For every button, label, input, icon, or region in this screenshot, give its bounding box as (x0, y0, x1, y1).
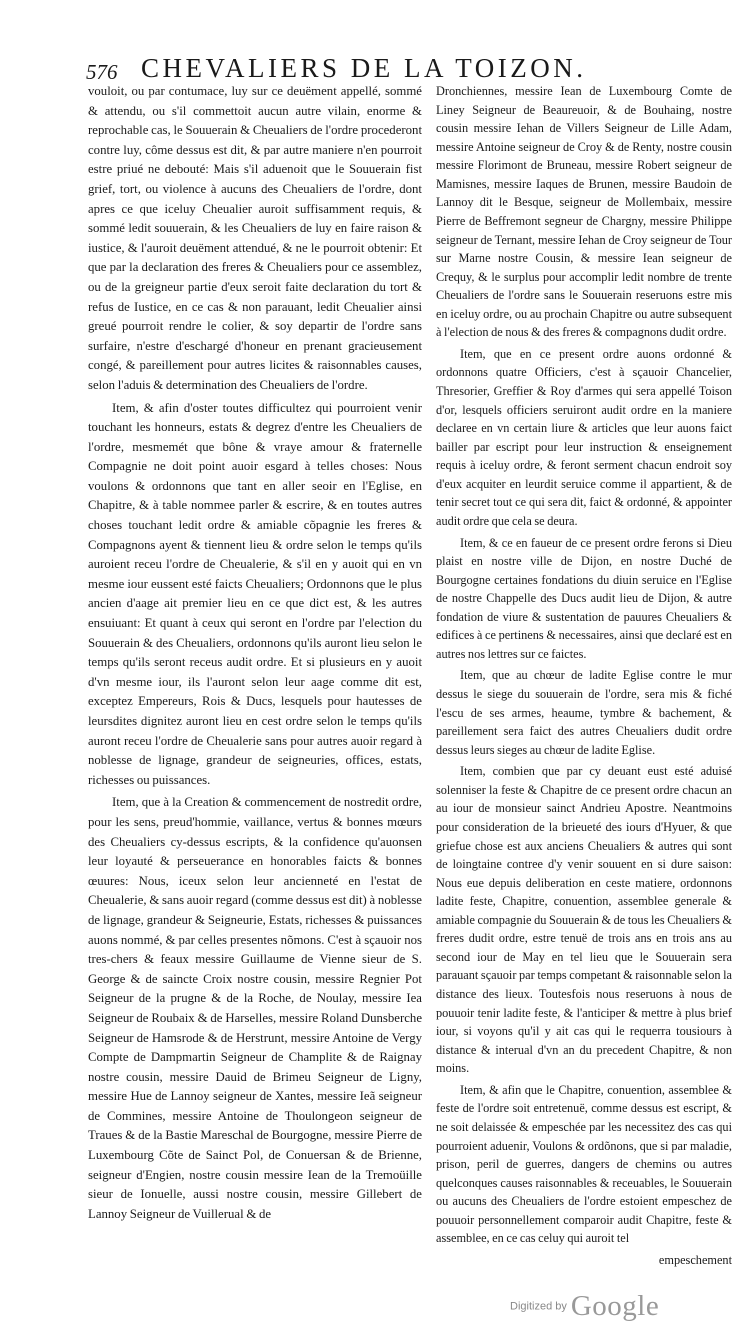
left-paragraph-1: vouloit, ou par contumace, luy sur ce deuëment appellé, sommé & attendu, ou s'il commettoit aucun autre vilain, enorme & reprochable cas, le Souuerain & Cheualiers de l'ordre procederont contre luy, côme dessus est dit, & par autre maniere n'en pourroit estre priué ne debouté: Mais s'il aduenoit que le Souuerain fist grief, tort, ou violence à aucuns des Cheualiers de l'ordre, dont apres ce que iceluy Cheualier auroit suffisamment requis, & sommé ledit souuerain, & les Cheualiers de luy en faire raison & iustice, & l'auroit deuëment attendué, & ne le pourroit obtenir: Et que par la declaration des freres & Cheualiers pour ce assemblez, ou de la greigneur partie d'eux seroit faite declaration du tort & refus de Iustice, en ce cas & non parauant, ledit Cheualier ainsi greué pourroit rendre le colier, & soy departir de l'ordre sans surfaire, n'estre d'eschargé d'honeur en prenant gracieusement congé, & pareillement pour autres licites & raisonnables causes, selon l'aduis & determination des Cheualiers de l'ordre. (88, 84, 422, 392)
right-paragraph-1: Dronchiennes, messire Iean de Luxembourg Comte de Liney Seigneur de Beaureuoir, & de Bouhaing, nostre cousin messire Iehan de Villers Seigneur de Lille Adam, messire Antoine seigneur de Croy & de Renty, nostre cousin messire Florimont de Bruneau, messire Robert seigneur de Mamisnes, messire Iaques de Brunen, messire Baudoin de Lannoy dit le Besque, seigneur de Mollembaix, messire Pierre de Beffremont segneur de Chargny, messire Philippe seigneur de Ternant, messire Iehan de Croy seigneur de Tour sur Marne nostre Cousin, & messire Iean seigneur de Crequy, & le surplus pour accomplir ledit nombre de trente Cheualiers de l'ordre sans le Souuerain reseruons estre mis en iceluy ordre, ou au prochain Chapitre ou autre subsequent à l'election de nous & des freres & compagnons dudit ordre. (436, 84, 732, 340)
left-column (88, 82, 422, 1224)
right-paragraph-2: Item, que en ce present ordre auons ordonné & ordonnons quatre Officiers, c'est à sçauoir Chancelier, Thresorier, Greffier & Roy d'armes qui sera appellé Toison d'or, lesquels officiers seruiront audit ordre en la maniere declaree en vn certain liure & articles que leur auons faict bailler par escript pour leur instruction & enseignement requis à iceluy ordre, & feront serment chacun endroit soy d'eux acquiter en leurdit seruice comme il appartient, & de tenir secret tout ce qui sera dit, faict & ordonné, & appointer audit ordre que cela se deura. (436, 346, 732, 528)
digitization-watermark (510, 1290, 659, 1323)
google-wordmark: Google (570, 1290, 660, 1322)
catchword: empeschement (658, 1252, 732, 1267)
left-paragraph-2: Item, & afin d'oster toutes difficultez qui pourroient venir touchant les honneurs, estats & degrez d'entre les Cheualiers de l'ordre, mesmemét que bône & vraye amour & fraternelle Compagnie ne doit point auoir esgard à telles choses: Nous voulons & ordonnons que tant en aller seoir en l'Eglise, en Chapitre, & à table nommee parler & escrire, & en toutes autres choses touchant ledit ordre & amiable cõpagnie les freres & Compagnons ayent & tiennent lieu & ordre selon le temps qu'ils auroient receu l'ordre de Cheualerie, & s'il en y auoit qui en vn mesme iour eussent esté faicts Cheualiers; Ordonnons que le plus ancien d'aage ait premier lieu en ce que dict est, & les autres ensuiuant: Et quant à ceux qui seront en l'ordre par l'election du Souuerain & des Cheualiers, ordonnons qu'ils auront lieu selon le temps qu'ils seront receus audit ordre. Et si plusieurs en y auoit d'vn mesme iour, ils l'auront selon leur aage comme dit est, exceptez Empereurs, Rois & Ducs, lesquels pour hautesses de leursdites dignitez auront lieu en cest ordre selon le temps qu'ils auront receu l'ordre de Cheualerie sans pour autres auoir regard à noblesse de lignage, grandeur de seigneuries, offices, estats, richesses ou puissances. (88, 400, 422, 787)
right-paragraph-5: Item, combien que par cy deuant eust esté aduisé solenniser la feste & Chapitre de ce present ordre chacun an au iour de monsieur sainct Andrieu Apostre. Neantmoins pour consideration de la brieueté des iours d'Hyuer, & que griefue chose est aux anciens Cheualiers & autres qui sont de loingtaine contree d'y venir souuent en si dure saison: Nous eue depuis deliberation en ceste matiere, ordonnons ladite feste, Chapitre, conuention, assemblee generale & amiable compagnie du Souuerain & de tous les Cheualiers & freres dudit ordre, estre tenuë de trois ans en trois ans au second iour de May en tel lieu que le Souuerain sera parauant sçauoir par temps competant & raisonnable selon la distance des lieux. Toutesfois nous reseruons à nous de pouuoir tenir ladite feste, & l'anticiper & mettre à plus brief iour, si voyons qu'il y ait cas qui le requerra tousiours à distance & interual d'vn an du precedent Chapitre, & non moins. (436, 764, 732, 1076)
right-paragraph-6: Item, & afin que le Chapitre, conuention, assemblee & feste de l'ordre soit entretenuë, comme dessus est escript, & ne soit delaissée & empeschée par les necessitez des cas qui pourroient aduenir, Voulons & ordõnons, que si par maladie, prison, peril de guerres, dangers de chemins ou autres quelconques causes raisonnables & receuables, le Souuerain ou aucuns des Cheualiers de l'ordre estoient empeschez de pouuoir personnellement comparoir audit Chapitre, feste & assemblee, en ce cas celuy qui auroit tel (436, 1082, 732, 1246)
right-paragraph-3: Item, & ce en faueur de ce present ordre ferons si Dieu plaist en nostre ville de Dijon, en nostre Duché de Bourgogne certaines fondations du diuin seruice en l'Eglise de nostre Chappelle des Ducs audit lieu de Dijon, & autre fondation de viure & sustentation de pauures Cheualiers & edifices à ce pertinens & necessaires, ainsi que declaré est en autres nos lettres sur ce faictes. (436, 535, 732, 661)
right-column (436, 82, 732, 1269)
left-paragraph-3: Item, que à la Creation & commencement de nostredit ordre, pour les sens, preud'hommie, vaillance, vertus & bonnes mœurs des Cheualiers cy-dessus escripts, & la confidence qu'auonsen leur loyauté & perseuerance en honorables faicts & bonnes œuures: Nous, iceux selon leur ancienneté en l'estat de Cheualerie, & sans auoir regard (comme dessus est dit) à noblesse de lignage, grandeur & Seigneurie, Estats, richesses & puissances auons nommé, & par celles presentes nõmons. C'est à sçauoir nos tres-chers & feaux messire Guillaume de Vienne sieur de S. George & de saincte Croix nostre cousin, messire Regnier Pot Seigneur de la prugne & de la Roche, de Noulay, messire Iea Seigneur de Roubaix & de Harselles, messire Roland Dunsberche Seigneur de Hamsrode & de Herstrunt, messire Antoine de Vergy Compte de Dampmartin Seigneur de Champlite & de Raignay nostre cousin, messire Dauid de Brimeu Seigneur de Ligny, messire Hue de Lannoy seigneur de Xantes, messire Ieã seigneur de Commines, messire Antoine de Thoulongeon seigneur de Traues & de la Bastie Mareschal de Bourgogne, messire Pierre de Luxembourg Cõte de Sainct Pol, de Conuersan & de Brienne, seigneur d'Engien, nostre cousin messire Iean de la Tremoüille sieur de Ionuelle, aussi nostre cousin, messire Gillebert de Lannoy Seigneur de Vuillerual & de (88, 795, 422, 1221)
page-number: 576 (86, 60, 118, 84)
digitized-by-label: Digitized by (510, 1300, 567, 1313)
running-title: CHEVALIERS DE LA TOIZON. (141, 53, 587, 83)
right-paragraph-4: Item, que au chœur de ladite Eglise contre le mur dessus le siege du souuerain de l'ordre, sera mis & fiché l'escu de ses armes, heaume, tymbre & bachement, & pareillement sera faict des autres Cheualiers dudit ordre dessus leurs sieges au chœur de ladite Eglise. (436, 668, 732, 757)
